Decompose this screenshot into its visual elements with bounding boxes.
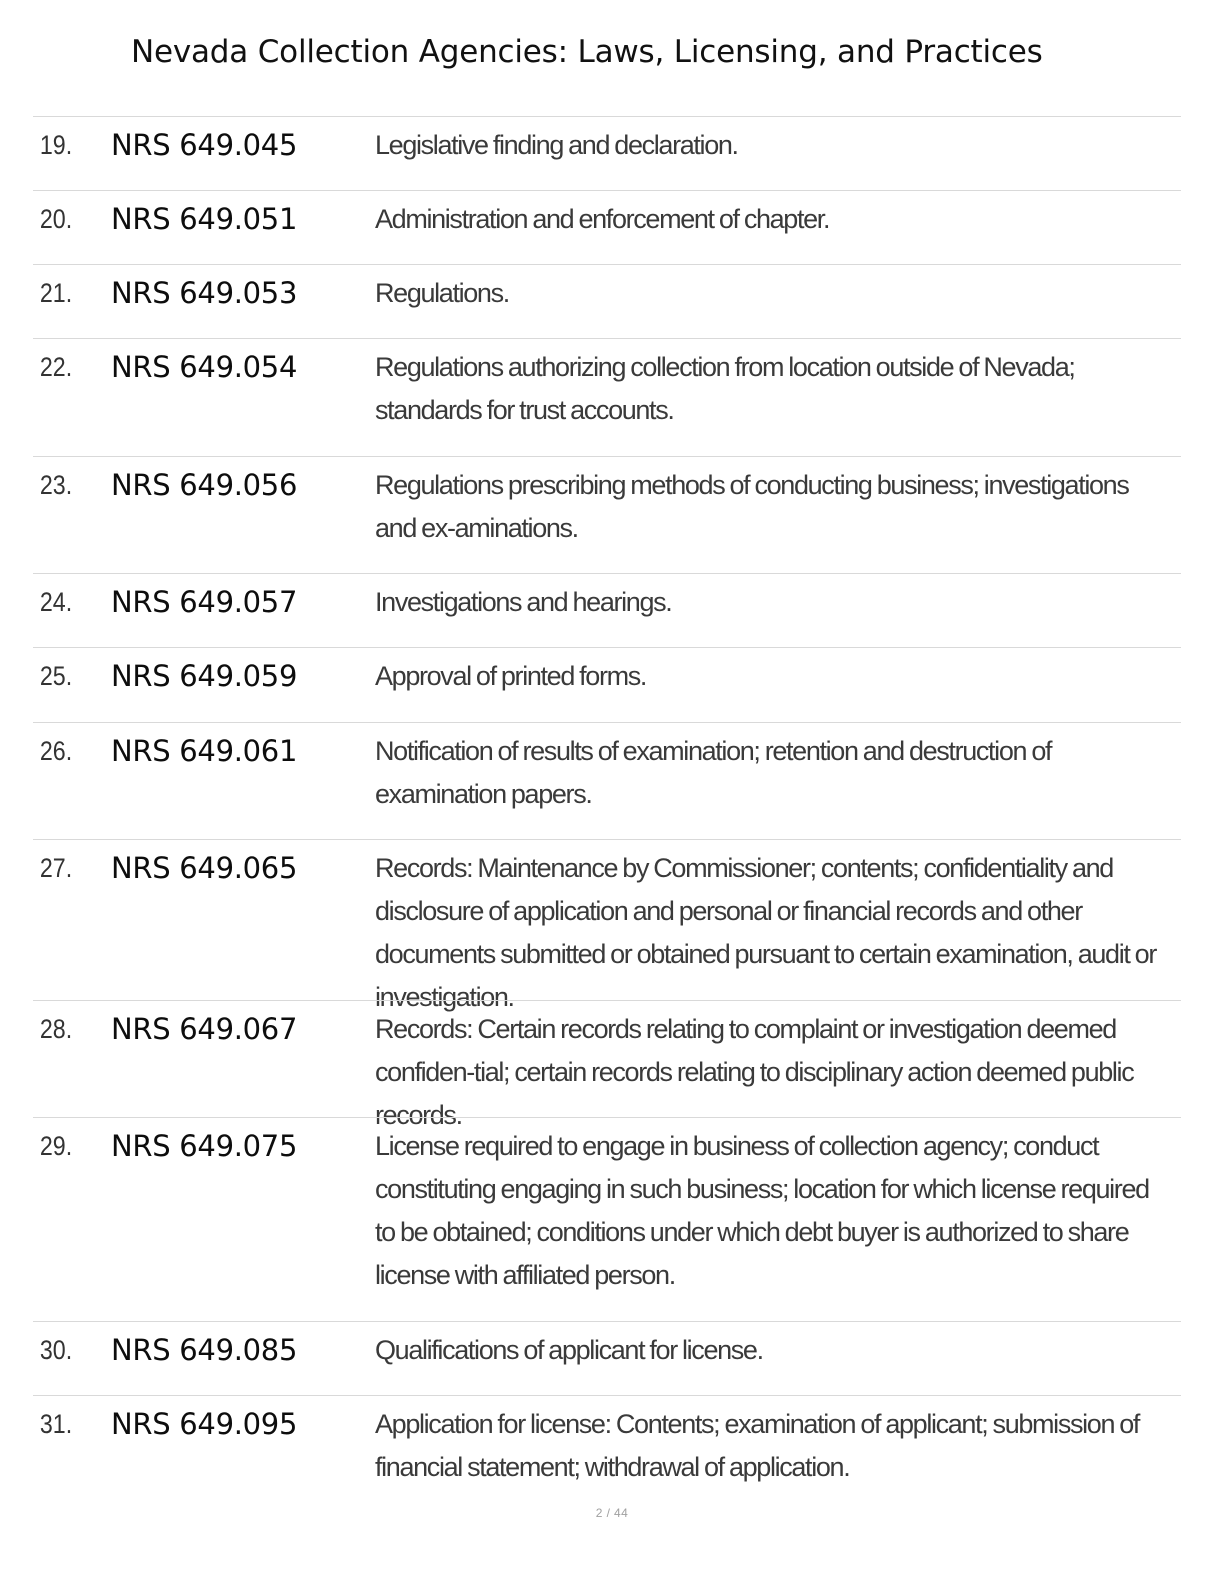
statute-code: NRS 649.054 xyxy=(111,350,298,384)
table-row xyxy=(33,456,1181,573)
statute-description xyxy=(375,346,1181,432)
page-indicator: 2 / 44 xyxy=(595,1506,629,1520)
row-number: 30. xyxy=(39,1335,73,1365)
table-row xyxy=(33,573,1181,647)
statute-description-text: Legislative finding and declaration. xyxy=(375,130,738,160)
statute-code: NRS 649.045 xyxy=(111,128,298,162)
statute-description-text: License required to engage in business of collection agency; conduct constituting engaging in such business; location for which license required to be obtained; conditions under which debt buyer is authorized to share license with affiliated person. xyxy=(375,1131,1149,1290)
statute-description-text: Regulations prescribing methods of conducting business; investigations and ex-aminations. xyxy=(375,470,1129,543)
row-number: 25. xyxy=(39,661,73,691)
statute-description-text: Records: Maintenance by Commissioner; contents; confidentiality and disclosure of application and personal or financial records and other documents submitted or obtained pursuant to certain examination, audit or investigation. xyxy=(375,853,1156,1012)
row-number: 29. xyxy=(39,1131,73,1161)
statute-code: NRS 649.075 xyxy=(111,1129,298,1163)
statute-description-text: Approval of printed forms. xyxy=(375,661,647,691)
statute-description-text: Regulations. xyxy=(375,278,509,308)
table-row xyxy=(33,1117,1181,1321)
row-number: 24. xyxy=(39,587,73,617)
row-number: 31. xyxy=(39,1409,73,1439)
row-number: 21. xyxy=(39,278,73,308)
table-row xyxy=(33,839,1181,1012)
table-row xyxy=(33,264,1181,338)
row-number: 19. xyxy=(39,130,73,160)
table-row xyxy=(33,190,1181,264)
statute-description xyxy=(375,730,1181,816)
statute-description xyxy=(375,124,1181,167)
statute-code: NRS 649.065 xyxy=(111,851,298,885)
statute-description xyxy=(375,1403,1181,1489)
statute-description xyxy=(375,1125,1181,1297)
statute-code: NRS 649.067 xyxy=(111,1012,298,1046)
statute-code: NRS 649.057 xyxy=(111,585,298,619)
row-number: 23. xyxy=(39,470,73,500)
statute-description xyxy=(375,198,1181,241)
row-number: 26. xyxy=(39,736,73,766)
statute-code: NRS 649.085 xyxy=(111,1333,298,1367)
row-number: 28. xyxy=(39,1014,73,1044)
table-row xyxy=(33,116,1181,190)
statute-description xyxy=(375,272,1181,315)
statute-description-text: Records: Certain records relating to complaint or investigation deemed confiden-tial; certain records relating to disciplinary action deemed public records. xyxy=(375,1014,1134,1130)
statute-description-text: Regulations authorizing collection from location outside of Nevada; standards for trust accounts. xyxy=(375,352,1075,425)
statute-description xyxy=(375,581,1181,624)
statute-description xyxy=(375,464,1181,550)
statute-description-text: Notification of results of examination; retention and destruction of examination papers. xyxy=(375,736,1052,809)
statute-description xyxy=(375,1329,1181,1372)
statute-table xyxy=(33,116,1181,1505)
table-row xyxy=(33,647,1181,722)
row-number: 20. xyxy=(39,204,73,234)
statute-description-text: Investigations and hearings. xyxy=(375,587,672,617)
statute-description-text: Administration and enforcement of chapter. xyxy=(375,204,830,234)
row-number: 27. xyxy=(39,853,73,883)
table-row xyxy=(33,722,1181,839)
statute-code: NRS 649.059 xyxy=(111,659,298,693)
table-row xyxy=(33,1321,1181,1395)
statute-code: NRS 649.095 xyxy=(111,1407,298,1441)
statute-code: NRS 649.051 xyxy=(111,202,298,236)
page-title: Nevada Collection Agencies: Laws, Licensing, and Practices xyxy=(131,34,1043,70)
table-row xyxy=(33,338,1181,456)
table-row xyxy=(33,1000,1181,1130)
statute-description xyxy=(375,847,1181,1019)
statute-description xyxy=(375,655,1181,698)
statute-description-text: Application for license: Contents; examination of applicant; submission of financial statement; withdrawal of application. xyxy=(375,1409,1140,1482)
statute-code: NRS 649.061 xyxy=(111,734,298,768)
statute-description-text: Qualifications of applicant for license. xyxy=(375,1335,763,1365)
statute-code: NRS 649.053 xyxy=(111,276,298,310)
statute-code: NRS 649.056 xyxy=(111,468,298,502)
row-number: 22. xyxy=(39,352,73,382)
table-row xyxy=(33,1395,1181,1505)
